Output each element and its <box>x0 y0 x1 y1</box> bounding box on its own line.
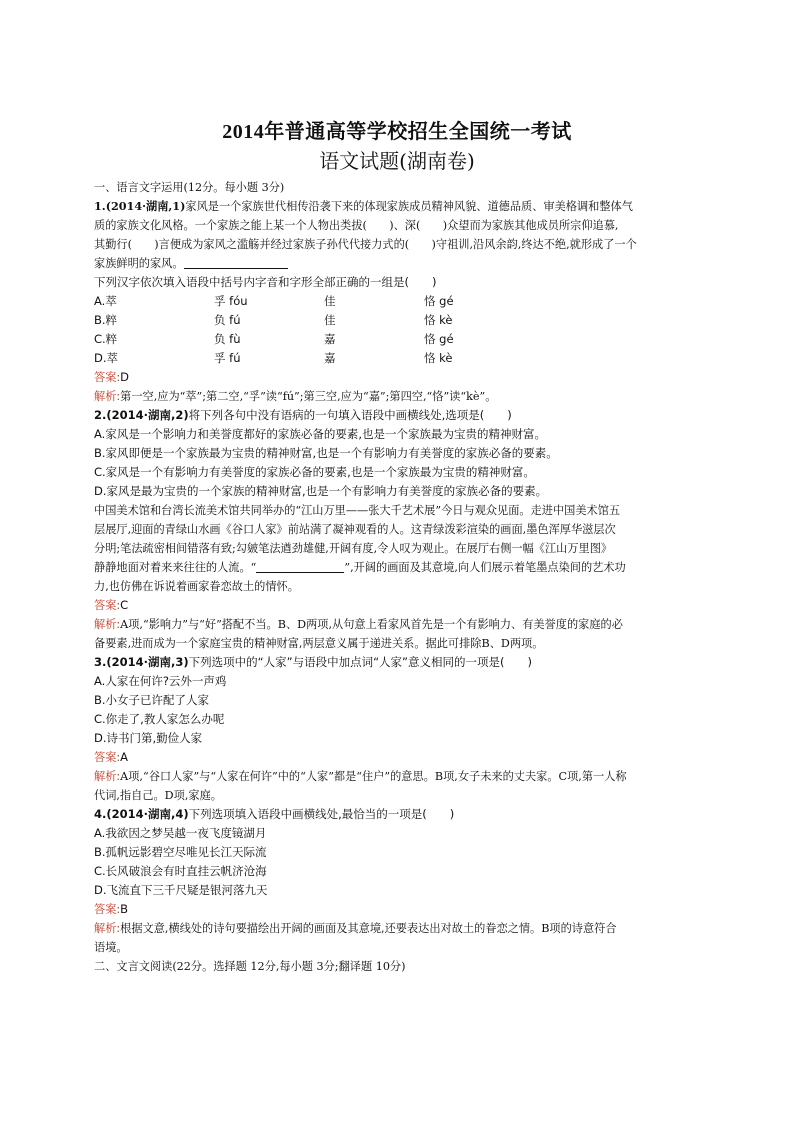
q4-explanation-line-1 <box>94 919 700 938</box>
q1-stem: 下列汉字依次填入语段中括号内字音和字形全部正确的一组是( ) <box>94 275 437 289</box>
q4-option-a: A.我欲因之梦吴越一夜飞度镜湖月 <box>94 826 267 840</box>
q4-stem: 下列选项填入语段中画横线处,最恰当的一项是( ) <box>188 807 455 821</box>
q4-source: .(2014·湖南,4) <box>102 807 189 821</box>
answer-label: 答案: <box>94 903 121 916</box>
q1-answer <box>94 368 700 387</box>
q4-explanation-line-2: 语境。 <box>94 941 128 954</box>
q2-passage-line-2: 层展厅,迎面的青绿山水画《谷口人家》前站满了凝神观看的人。这青绿泼彩渲染的画面,墨色浑厚华滋层次 <box>94 523 616 536</box>
q2-passage-line-3: 分明;笔法疏密相间错落有致;勾皴笔法遒劲雄健,开阔有度,令人叹为观止。在展厅右侧一幅《江山万里图》 <box>94 542 613 555</box>
q1-option-c-3: 嘉 <box>324 332 336 346</box>
answer-label: 答案: <box>94 371 121 384</box>
answer-label: 答案: <box>94 599 121 612</box>
q4-option-c: C.长风破浪会有时直挂云帆济沧海 <box>94 864 267 878</box>
q1-option-d <box>94 349 700 368</box>
q1-passage-line-1 <box>94 197 700 216</box>
q4-option-b: B.孤帆远影碧空尽唯见长江天际流 <box>94 845 267 859</box>
explanation-label: 解析: <box>94 922 121 935</box>
q3-source: .(2014·湖南,3) <box>102 655 189 669</box>
q1-option-b <box>94 311 700 330</box>
q2-source: .(2014·湖南,2) <box>102 408 189 422</box>
q1-number: 1 <box>94 199 102 213</box>
q2-passage-line-1: 中国美术馆和台湾长流美术馆共同举办的“江山万里——张大千艺术展”今日与观众见面。走进中国美术馆五 <box>94 504 621 517</box>
q1-option-b-3: 佳 <box>324 313 336 327</box>
answer-value: D <box>120 370 130 384</box>
explanation-text: A项,“谷口人家”与“人家在何许”中的“人家”都是“住户”的意思。B项,女子未来的丈夫家。C项,第一人称 <box>120 770 627 783</box>
q1-option-d-2: 孚 fú <box>214 351 241 365</box>
q2-option-b: B.家风即便是一个家族最为宝贵的精神财富,也是一个有影响力有美誉度的家族必备的要素。 <box>94 446 558 460</box>
q2-explanation-line-1 <box>94 615 700 634</box>
q1-source: .(2014·湖南,1) <box>101 199 186 213</box>
q2-answer <box>94 596 700 615</box>
q1-explanation <box>94 387 700 406</box>
q3-explanation-line-1 <box>94 767 700 786</box>
q1-option-d-1: D.萃 <box>94 351 119 365</box>
q2-option-d: D.家风是最为宝贵的一个家族的精神财富,也是一个有影响力有美誉度的家族必备的要素。 <box>94 484 548 498</box>
q1-option-b-2: 负 fú <box>214 313 241 327</box>
document-subtitle: 语文试题(湖南卷) <box>319 149 475 173</box>
q3-option-d: D.诗书门第,勤俭人家 <box>94 731 203 745</box>
q2-passage-line-5: 力,也仿佛在诉说着画家眷恋故土的情怀。 <box>94 580 299 593</box>
q1-passage-text-1: 家风是一个家族世代相传沿袭下来的体现家族成员精神风貌、道德品质、审美格调和整体气 <box>185 200 633 213</box>
q3-stem-line <box>94 653 700 672</box>
q2-option-c: C.家风是一个有影响力有美誉度的家族必备的要素,也是一个家族最为宝贵的精神财富。 <box>94 465 535 479</box>
answer-value: C <box>120 598 129 612</box>
q2-stem-line <box>94 406 700 425</box>
q1-option-c-4: 恪 gé <box>424 332 454 346</box>
q1-option-a-2: 孚 fóu <box>214 294 248 308</box>
q1-passage-line-4 <box>94 254 700 273</box>
q1-option-c-2: 负 fù <box>214 332 241 346</box>
q1-passage-line-3: 其勤行( )言便成为家风之滥觞并经过家族子孙代代接力式的( )守祖训,沿风余韵,终达不绝,就形成了一个 <box>94 238 637 251</box>
q2-option-a: A.家风是一个影响力和美誉度都好的家族必备的要素,也是一个家族最为宝贵的精神财富。 <box>94 427 546 441</box>
q2-passage-text-4b: ”,开阔的画面及其意境,向人们展示着笔墨点染间的艺术功 <box>344 561 626 574</box>
q1-option-a-3: 佳 <box>324 294 336 308</box>
q2-explanation-line-2: 备要素,进而成为一个家庭宝贵的精神财富,两层意义属于递进关系。据此可排除B、D两项。 <box>94 637 544 650</box>
explanation-text: A项,“影响力”与“好”搭配不当。B、D两项,从句意上看家风首先是一个有影响力、有美誉度的家庭的必 <box>120 618 623 631</box>
explanation-text: 第一空,应为“萃”;第二空,“孚”读“fú”;第三空,应为“嘉”;第四空,“恪”读“kè”。 <box>120 390 497 403</box>
q1-option-a-1: A.萃 <box>94 294 117 308</box>
q4-answer <box>94 900 700 919</box>
q4-stem-line <box>94 805 700 824</box>
explanation-text: 根据文意,横线处的诗句要描绘出开阔的画面及其意境,还要表达出对故土的眷恋之情。B项的诗意符合 <box>120 922 617 935</box>
q3-option-a: A.人家在何许?云外一声鸡 <box>94 674 227 688</box>
fill-blank-line <box>256 560 344 573</box>
q1-passage-text-4: 家族鲜明的家风。 <box>94 257 184 270</box>
q3-option-c: C.你走了,教人家怎么办呢 <box>94 712 225 726</box>
q1-option-a <box>94 292 700 311</box>
section-heading-2: 二、文言文阅读(22分。选择题 12分,每小题 3分;翻译题 10分) <box>94 960 406 973</box>
q3-answer <box>94 748 700 767</box>
q2-passage-line-4 <box>94 558 700 577</box>
q1-option-b-4: 恪 kè <box>424 313 453 327</box>
q2-stem: 将下列各句中没有语病的一句填入语段中画横线处,选项是( ) <box>188 408 512 422</box>
q1-option-a-4: 恪 gé <box>424 294 454 308</box>
q1-option-d-4: 恪 kè <box>424 351 453 365</box>
fill-blank-line <box>184 256 288 269</box>
answer-value: A <box>120 750 129 764</box>
q1-option-b-1: B.粹 <box>94 313 118 327</box>
q1-option-c-1: C.粹 <box>94 332 118 346</box>
q3-explanation-line-2: 代词,指自己。D项,家庭。 <box>94 789 222 802</box>
document-title: 2014年普通高等学校招生全国统一考试 <box>222 121 572 143</box>
explanation-label: 解析: <box>94 390 121 403</box>
q3-option-b: B.小女子已许配了人家 <box>94 693 210 707</box>
document-page <box>94 118 700 976</box>
q4-option-d: D.飞流直下三千尺疑是银河落九天 <box>94 883 268 897</box>
q2-number: 2 <box>94 408 103 422</box>
explanation-label: 解析: <box>94 770 121 783</box>
q3-number: 3 <box>94 655 103 669</box>
section-heading-1: 一、语言文字运用(12分。每小题 3分) <box>94 181 285 194</box>
answer-label: 答案: <box>94 751 121 764</box>
q3-stem: 下列选项中的“人家”与语段中加点词“人家”意义相同的一项是( ) <box>188 655 532 669</box>
q2-passage-text-4a: 静静地面对着来来往往的人流。“ <box>94 561 257 574</box>
explanation-label: 解析: <box>94 618 121 631</box>
q1-option-c <box>94 330 700 349</box>
answer-value: B <box>120 902 129 916</box>
q1-passage-line-2: 质的家族文化风格。一个家族之能上某一个人物出类拔( )、深( )众望而为家族其他成员所宗仰追慕, <box>94 219 619 232</box>
q1-option-d-3: 嘉 <box>324 351 336 365</box>
q4-number: 4 <box>94 807 103 821</box>
